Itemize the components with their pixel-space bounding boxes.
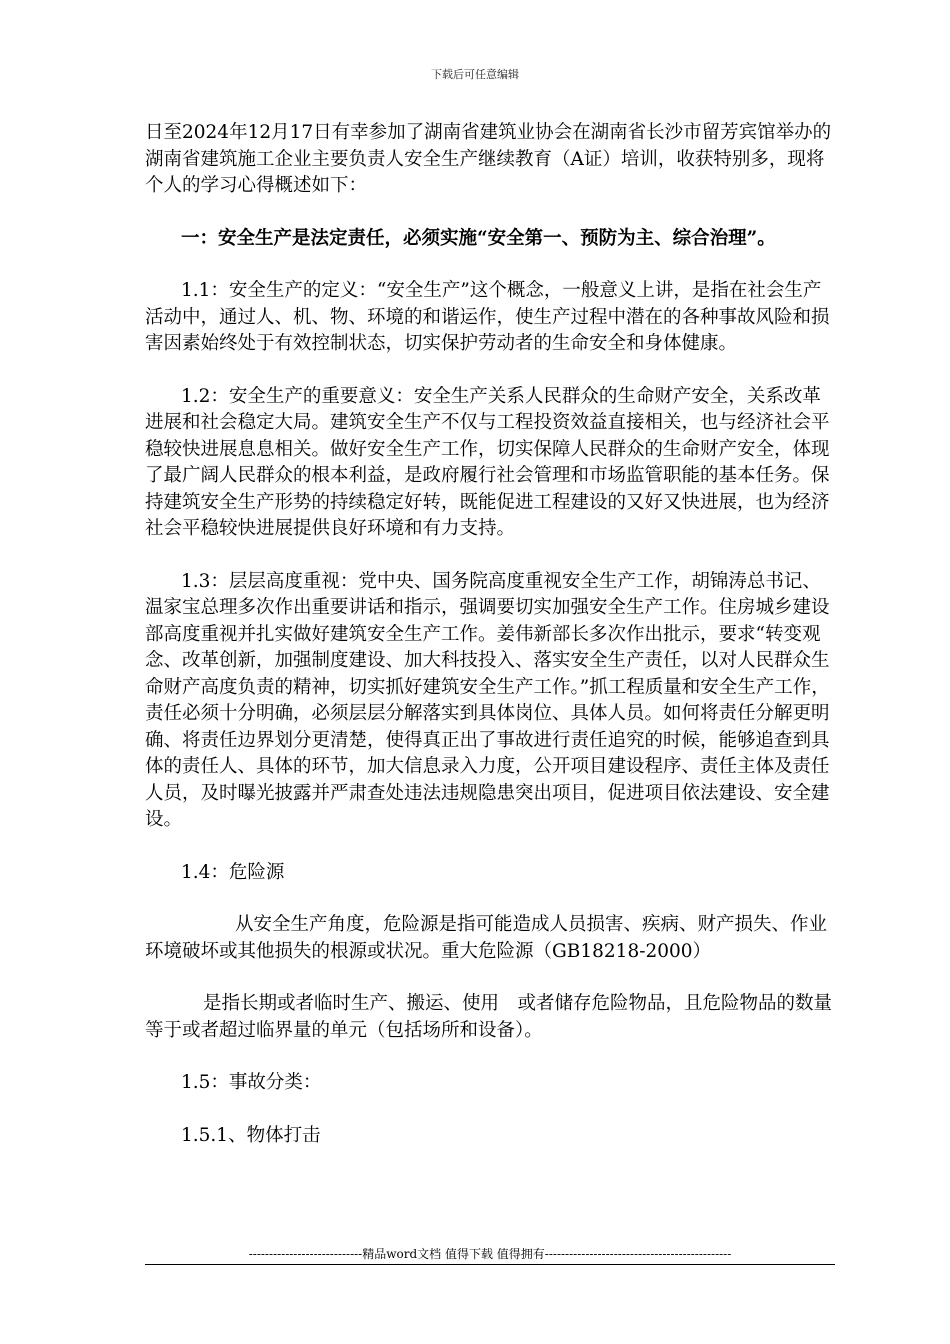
page-footer: ----------------------------精品word文档 值得下载 值得拥有---------------------------------------------- [248, 1247, 732, 1261]
hazard-definition: 从安全生产角度，危险源是指可能造成人员损害、疾病、财产损失、作业环境破坏或其他损失的根源或状况。重大危险源（GB18218-2000） [145, 914, 828, 962]
major-hazard-definition: 是指长期或者临时生产、搬运、使用 或者储存危险物品，且危险物品的数量等于或者超过临界量的单元（包括场所和设备）。 [145, 993, 833, 1041]
paragraph-1-5-1: 1.5.1、物体打击 [181, 1124, 321, 1146]
paragraph-1-1: 1.1：安全生产的定义：“安全生产”这个概念，一般意义上讲，是指在社会生产活动中，通过人、机、物、环境的和谐运作，使生产过程中潜在的各种事故风险和损害因素始终处于有效控制状态，切实保护劳动者的生命安全和身体健康。 [145, 280, 830, 354]
page-header: 下载后可任意编辑 [431, 68, 519, 81]
document-body [145, 120, 835, 1149]
paragraph-1-4: 1.4：危险源 [181, 861, 285, 883]
paragraph-1-2: 1.2：安全生产的重要意义：安全生产关系人民群众的生命财产安全，关系改革进展和社会稳定大局。建筑安全生产不仅与工程投资效益直接相关，也与经济社会平稳较快进展息息相关。做好安全生产工作，切实保障人民群众的生命财产安全，体现了最广阔人民群众的根本利益，是政府履行社会管理和市场监管职能的基本任务。保持建筑安全生产形势的持续稳定好转，既能促进工程建设的又好又快进展，也为经济社会平稳较快进展提供良好环境和有力支持。 [145, 385, 830, 539]
footer-rule [145, 1264, 835, 1265]
intro-paragraph: 日至2024年12月17日有幸参加了湖南省建筑业协会在湖南省长沙市留芳宾馆举办的湖南省建筑施工企业主要负责人安全生产继续教育（A证）培训，收获特别多，现将个人的学习心得概述如下： [145, 122, 832, 196]
paragraph-1-5: 1.5：事故分类： [181, 1072, 322, 1093]
section-heading-1: 一：安全生产是法定责任，必须实施“安全第一、预防为主、综合治理”。 [181, 227, 776, 249]
paragraph-1-3: 1.3：层层高度重视：党中央、国务院高度重视安全生产工作，胡锦涛总书记、温家宝总理多次作出重要讲话和指示，强调要切实加强安全生产工作。住房城乡建设部高度重视并扎实做好建筑安全生产工作。姜伟新部长多次作出批示，要求“转变观念、改革创新，加强制度建设、加大科技投入、落实安全生产责任，以对人民群众生命财产高度负责的精神，切实抓好建筑安全生产工作。”抓工程质量和安全生产工作，责任必须十分明确，必须层层分解落实到具体岗位、具体人员。如何将责任分解更明确、将责任边界划分更清楚，使得真正出了事故进行责任追究的时候，能够追查到具体的责任人、具体的环节，加大信息录入力度，公开项目建设程序、责任主体及责任人员，及时曝光披露并严肃查处违法违规隐患突出项目，促进项目依法建设、安全建设。 [145, 570, 830, 830]
